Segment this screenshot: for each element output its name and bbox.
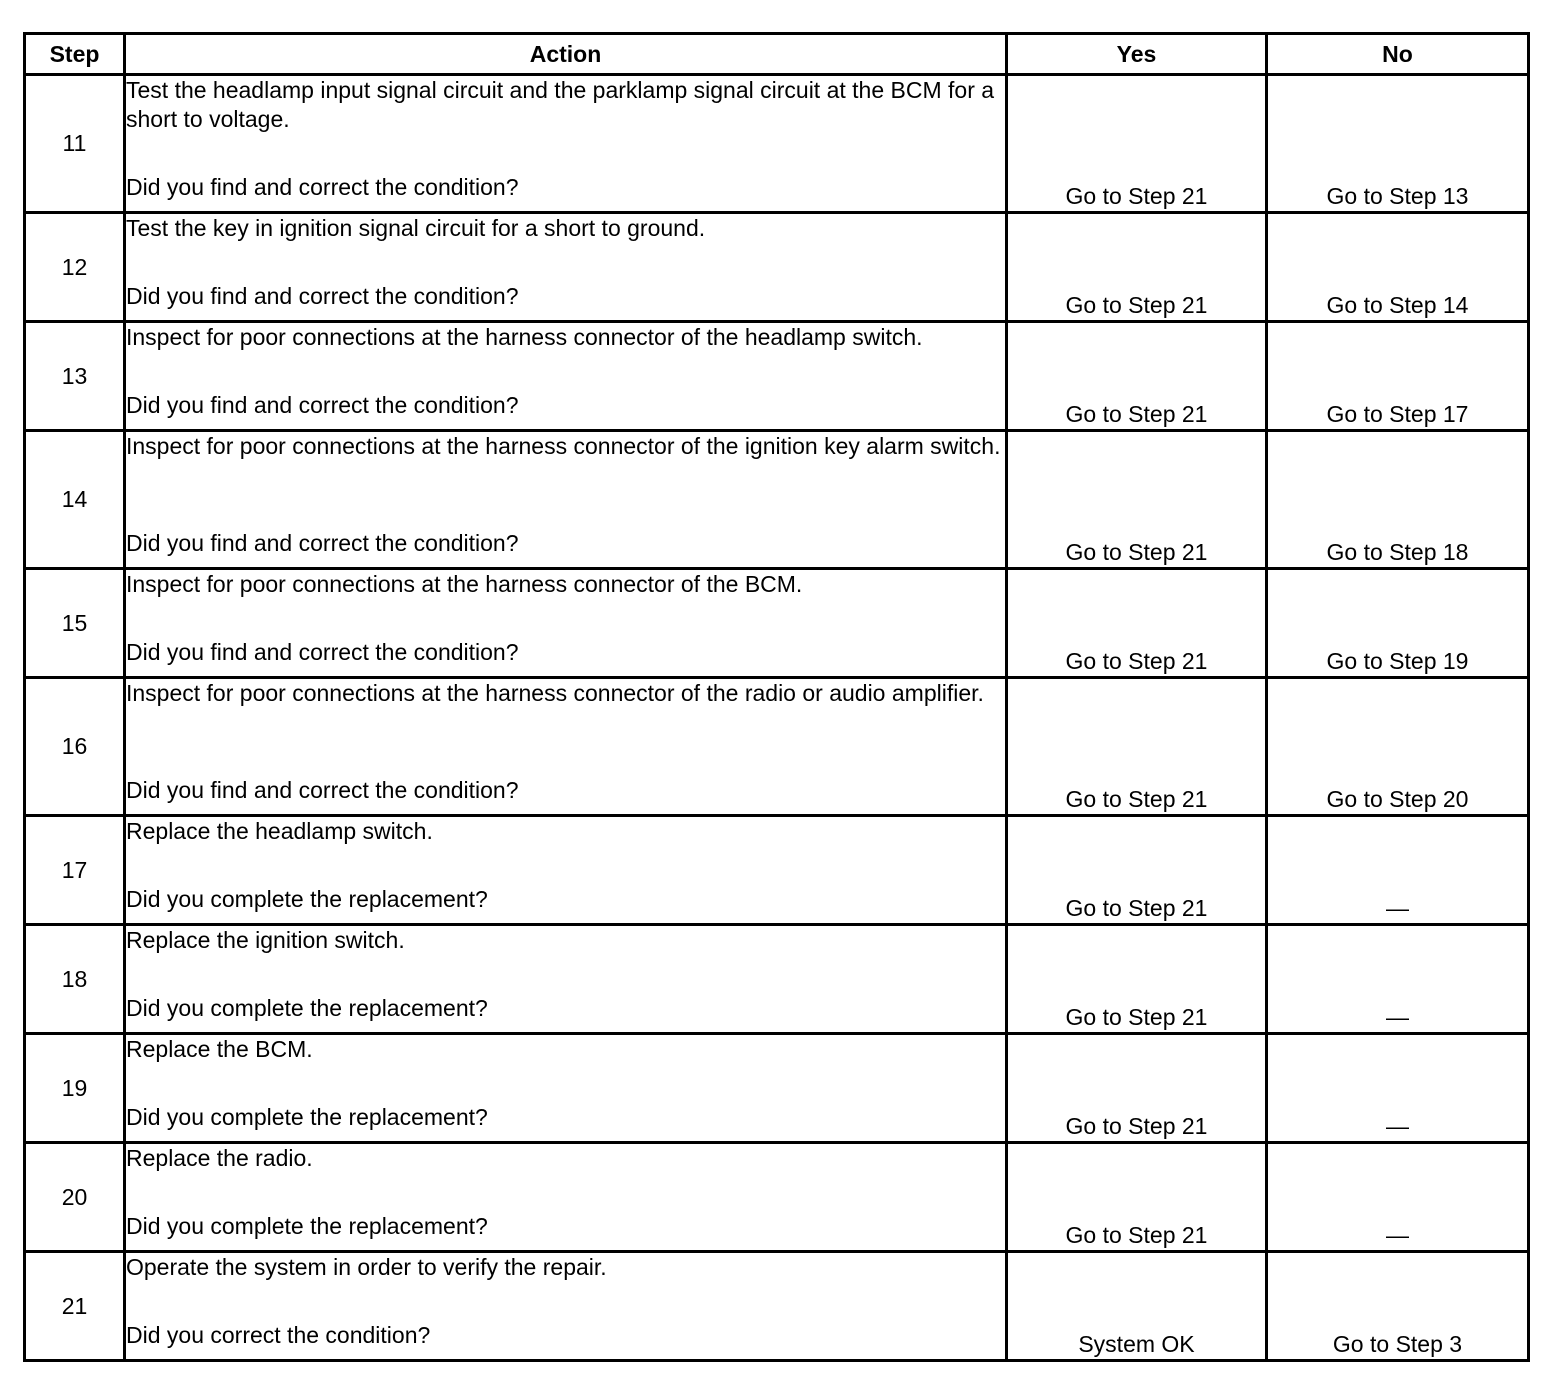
- step-number: 20: [25, 1143, 125, 1252]
- no-result: Go to Step 17: [1267, 322, 1529, 431]
- step-number: 15: [25, 569, 125, 678]
- action-text: Inspect for poor connections at the harness connector of the headlamp switch.: [126, 324, 923, 350]
- action-cell: [125, 816, 1007, 925]
- yes-result: Go to Step 21: [1007, 816, 1267, 925]
- no-result: —: [1267, 925, 1529, 1034]
- action-question: Did you find and correct the condition?: [126, 283, 519, 309]
- yes-result: Go to Step 21: [1007, 678, 1267, 816]
- action-text: Test the key in ignition signal circuit for a short to ground.: [126, 215, 706, 241]
- header-yes: Yes: [1007, 34, 1267, 75]
- no-result: —: [1267, 1143, 1529, 1252]
- action-cell: [125, 925, 1007, 1034]
- table-row: [25, 816, 1529, 925]
- step-number: 11: [25, 75, 125, 213]
- action-question: Did you complete the replacement?: [126, 995, 488, 1021]
- action-text: Replace the BCM.: [126, 1036, 313, 1062]
- no-result: Go to Step 19: [1267, 569, 1529, 678]
- no-result: Go to Step 14: [1267, 213, 1529, 322]
- step-number: 19: [25, 1034, 125, 1143]
- action-question: Did you complete the replacement?: [126, 1213, 488, 1239]
- table-row: [25, 75, 1529, 213]
- action-question: Did you find and correct the condition?: [126, 639, 519, 665]
- action-cell: [125, 322, 1007, 431]
- no-result: Go to Step 18: [1267, 431, 1529, 569]
- table-row: [25, 569, 1529, 678]
- action-cell: [125, 1034, 1007, 1143]
- action-question: Did you find and correct the condition?: [126, 530, 519, 556]
- table-row: [25, 1252, 1529, 1361]
- table-row: [25, 925, 1529, 1034]
- header-no: No: [1267, 34, 1529, 75]
- action-cell: [125, 678, 1007, 816]
- table-row: [25, 431, 1529, 569]
- table-row: [25, 1034, 1529, 1143]
- action-text: Replace the headlamp switch.: [126, 818, 433, 844]
- step-number: 16: [25, 678, 125, 816]
- step-number: 17: [25, 816, 125, 925]
- yes-result: Go to Step 21: [1007, 569, 1267, 678]
- action-text: Replace the ignition switch.: [126, 927, 405, 953]
- table-row: [25, 213, 1529, 322]
- step-number: 21: [25, 1252, 125, 1361]
- yes-result: Go to Step 21: [1007, 925, 1267, 1034]
- action-text: Replace the radio.: [126, 1145, 313, 1171]
- no-result: —: [1267, 816, 1529, 925]
- action-question: Did you complete the replacement?: [126, 1104, 488, 1130]
- action-question: Did you correct the condition?: [126, 1322, 431, 1348]
- yes-result: Go to Step 21: [1007, 213, 1267, 322]
- step-number: 12: [25, 213, 125, 322]
- action-question: Did you find and correct the condition?: [126, 777, 519, 803]
- no-result: Go to Step 20: [1267, 678, 1529, 816]
- yes-result: System OK: [1007, 1252, 1267, 1361]
- action-cell: [125, 75, 1007, 213]
- yes-result: Go to Step 21: [1007, 431, 1267, 569]
- action-cell: [125, 569, 1007, 678]
- table-row: [25, 678, 1529, 816]
- action-question: Did you find and correct the condition?: [126, 174, 519, 200]
- header-row: [25, 34, 1529, 75]
- yes-result: Go to Step 21: [1007, 75, 1267, 213]
- action-text: Inspect for poor connections at the harness connector of the radio or audio amplifier.: [126, 680, 984, 706]
- action-cell: [125, 431, 1007, 569]
- step-number: 13: [25, 322, 125, 431]
- action-text: Test the headlamp input signal circuit and the parklamp signal circuit at the BCM for a short to voltage.: [126, 77, 995, 132]
- action-text: Operate the system in order to verify the repair.: [126, 1254, 607, 1280]
- header-action: Action: [125, 34, 1007, 75]
- yes-result: Go to Step 21: [1007, 1143, 1267, 1252]
- table-row: [25, 322, 1529, 431]
- no-result: Go to Step 3: [1267, 1252, 1529, 1361]
- yes-result: Go to Step 21: [1007, 322, 1267, 431]
- table-row: [25, 1143, 1529, 1252]
- action-question: Did you find and correct the condition?: [126, 392, 519, 418]
- action-question: Did you complete the replacement?: [126, 886, 488, 912]
- action-text: Inspect for poor connections at the harness connector of the BCM.: [126, 571, 803, 597]
- action-cell: [125, 1252, 1007, 1361]
- step-number: 18: [25, 925, 125, 1034]
- action-cell: [125, 213, 1007, 322]
- action-cell: [125, 1143, 1007, 1252]
- diagnostic-table: [23, 32, 1530, 1362]
- no-result: —: [1267, 1034, 1529, 1143]
- no-result: Go to Step 13: [1267, 75, 1529, 213]
- header-step: Step: [25, 34, 125, 75]
- step-number: 14: [25, 431, 125, 569]
- action-text: Inspect for poor connections at the harness connector of the ignition key alarm switch.: [126, 433, 1001, 459]
- yes-result: Go to Step 21: [1007, 1034, 1267, 1143]
